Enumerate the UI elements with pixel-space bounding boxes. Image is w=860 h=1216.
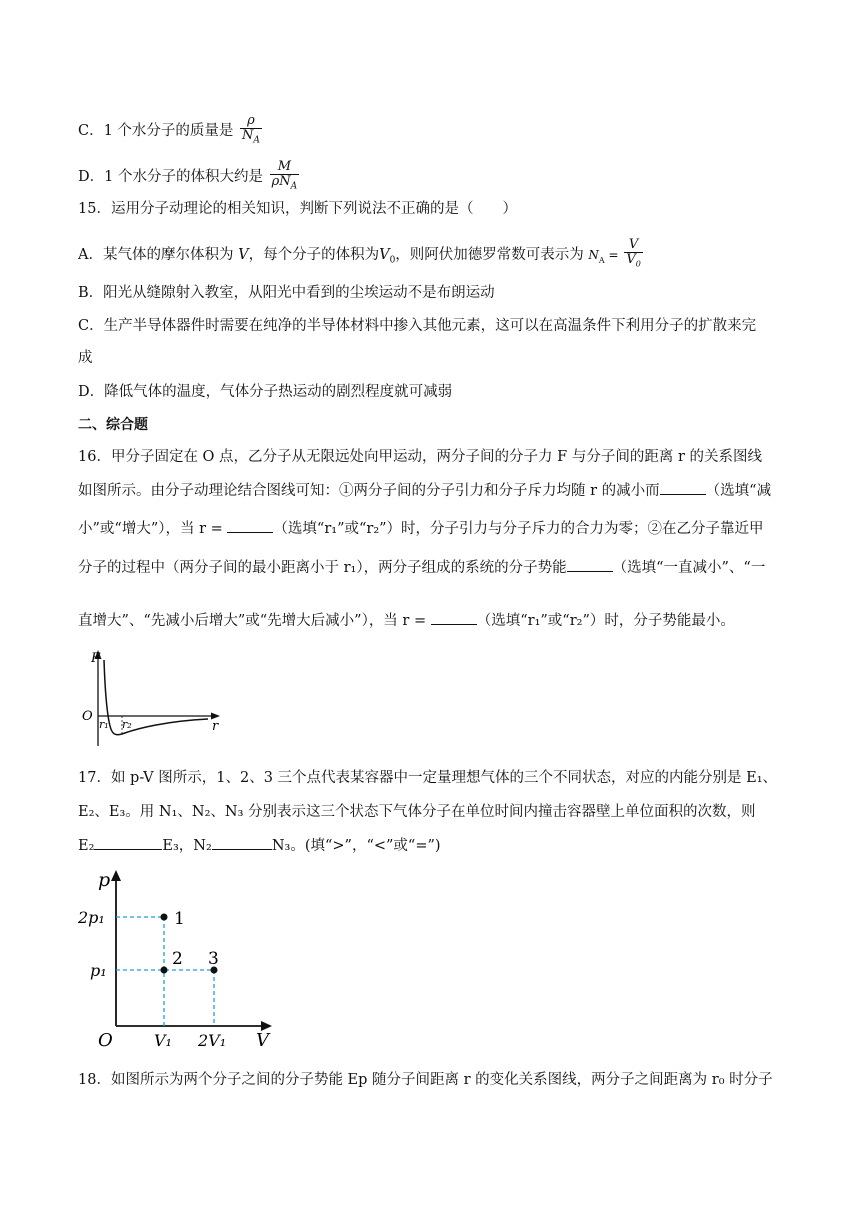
state-point-1 bbox=[161, 914, 168, 921]
section-heading: 二、综合题 bbox=[78, 417, 148, 433]
label-F: F bbox=[91, 651, 101, 666]
q16-line2: 如图所示。由分子动理论结合图线可知：①两分子间的分子引力和分子斥力均随 r 的减小而 （选填“减 bbox=[78, 480, 771, 501]
q15-option-a-formula: $N_A$ = $\frac{V}{V_0}$ bbox=[588, 247, 644, 263]
label-point-3: 3 bbox=[208, 949, 219, 969]
answer-blank[interactable] bbox=[567, 557, 613, 572]
label-r1: r₁ bbox=[99, 718, 109, 731]
q17-line2: E₂、E₃。用 N₁、N₂、N₃ 分别表示这三个状态下气体分子在单位时间内撞击容器壁上单位面积的次数，则 bbox=[78, 804, 756, 820]
q14-option-d-text: D．1 个水分子的体积大约是 bbox=[78, 168, 263, 185]
q15-option-d: D．降低气体的温度，气体分子热运动的剧烈程度就可减弱 bbox=[78, 384, 453, 400]
q18-line1: 18．如图所示为两个分子之间的分子势能 Ep 随分子间距离 r 的变化关系图线，两分子之间距离为 r₀ 时分子 bbox=[78, 1072, 773, 1088]
q17-pv-diagram bbox=[78, 866, 278, 1050]
q16-line1: 16．甲分子固定在 O 点，乙分子从无限远处向甲运动，两分子间的分子力 F 与分子间的距离 r 的关系图线 bbox=[78, 449, 762, 465]
q16-line5: 直增大”、“先减小后增大”或“先增大后减小”），当 r = （选填“r₁”或“r₂”）时，分子势能最小。 bbox=[78, 610, 735, 631]
q14-option-c-fraction bbox=[240, 114, 262, 148]
q16-force-distance-graph bbox=[78, 648, 228, 752]
answer-blank[interactable] bbox=[431, 610, 477, 625]
fraction-numerator: ρ bbox=[247, 113, 255, 128]
label-r2: r₂ bbox=[122, 718, 132, 731]
label-p: p bbox=[98, 869, 111, 891]
label-point-1: 1 bbox=[174, 909, 185, 929]
q15-option-a: A．某气体的摩尔体积为 V，每个分子的体积为$V_0$，则阿伏加德罗常数可表示为 $N_A$ = $\frac{V}{V_0}$ bbox=[78, 238, 645, 272]
answer-blank[interactable] bbox=[212, 835, 272, 850]
fraction-denominator: $N_A$ bbox=[242, 128, 260, 146]
label-V: V bbox=[256, 1030, 269, 1050]
q17-line1: 17．如 p-V 图所示，1、2、3 三个点代表某容器中一定量理想气体的三个不同状态，对应的内能分别是 E₁、 bbox=[78, 770, 778, 786]
q15-option-c-line2: 成 bbox=[78, 350, 93, 366]
fraction-numerator: M bbox=[277, 159, 291, 174]
q15-option-c-line1: C．生产半导体器件时需要在纯净的半导体材料中掺入其他元素，这可以在高温条件下利用分子的扩散来完 bbox=[78, 318, 757, 334]
q14-option-d bbox=[78, 160, 301, 194]
q16-line3: 小”或“增大”），当 r = （选填“r₁”或“r₂”）时，分子引力与分子斥力的合力为零；②在乙分子靠近甲 bbox=[78, 518, 764, 539]
label-2p1: 2p₁ bbox=[78, 908, 105, 927]
state-point-2 bbox=[161, 967, 168, 974]
label-v1: V₁ bbox=[154, 1031, 172, 1050]
label-origin: O bbox=[82, 709, 93, 724]
q16-line4: 分子的过程中（两分子间的最小距离小于 r₁），两分子组成的系统的分子势能 （选填“一直减小”、“一 bbox=[78, 557, 765, 578]
label-origin: O bbox=[98, 1030, 113, 1050]
label-r: r bbox=[212, 719, 219, 734]
fraction-denominator: $\rho N_A$ bbox=[271, 174, 298, 192]
label-2v1: 2V₁ bbox=[198, 1031, 227, 1050]
q14-option-c-text: C．1 个水分子的质量是 bbox=[78, 122, 234, 139]
p-axis-arrow bbox=[111, 870, 121, 881]
answer-blank[interactable] bbox=[227, 518, 273, 533]
q14-option-d-fraction bbox=[270, 160, 300, 194]
q17-line3: E₂ E₃，N₂ N₃。(填“>”，“<”或“=”) bbox=[78, 835, 441, 856]
q14-option-c bbox=[78, 114, 264, 148]
q15-option-b: B．阳光从缝隙射入教室，从阳光中看到的尘埃运动不是布朗运动 bbox=[78, 285, 495, 301]
label-point-2: 2 bbox=[172, 949, 183, 969]
answer-blank[interactable] bbox=[94, 835, 162, 850]
answer-blank[interactable] bbox=[660, 480, 706, 495]
force-curve bbox=[104, 660, 208, 735]
label-p1: p₁ bbox=[90, 961, 107, 980]
q15-stem: 15．运用分子动理论的相关知识，判断下列说法不正确的是（ ） bbox=[78, 201, 517, 217]
